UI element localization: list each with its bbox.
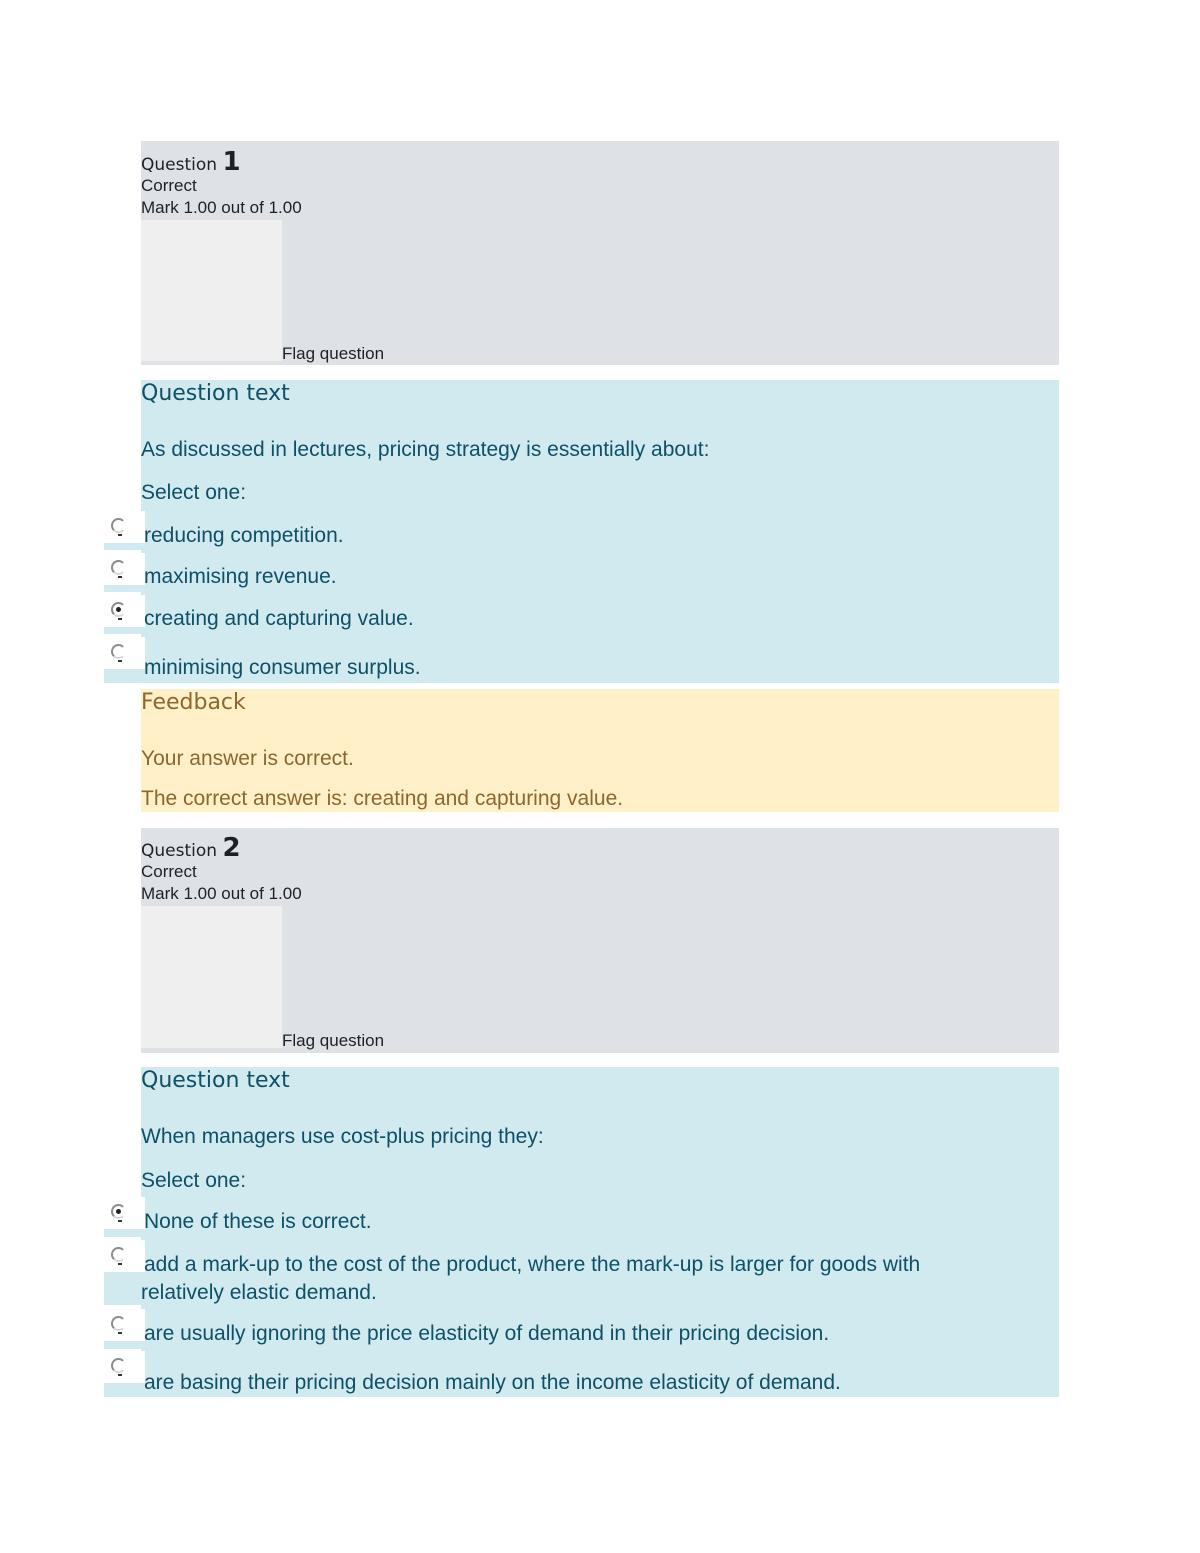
radio-button-d[interactable] <box>111 644 126 659</box>
question-text: As discussed in lectures, pricing strategy is essentially about: <box>141 438 710 461</box>
radio-focus-icon <box>118 1263 122 1265</box>
answer-row-bg <box>104 1229 141 1237</box>
answer-row-bg <box>104 1341 141 1349</box>
answer-option-a[interactable]: reducing competition. <box>144 524 344 547</box>
question-grade: Mark 1.00 out of 1.00 <box>141 884 302 903</box>
answer-row-bg <box>104 1272 141 1305</box>
question-number-1 <box>141 147 241 177</box>
answer-radio-cell <box>104 1309 145 1341</box>
answer-radio-cell <box>104 1351 145 1383</box>
question-label: Question <box>141 841 218 861</box>
answer-radio-cell <box>104 1197 145 1229</box>
answer-option-b[interactable]: maximising revenue. <box>144 565 337 588</box>
radio-focus-icon <box>118 576 122 578</box>
feedback-heading: Feedback <box>141 690 246 715</box>
answer-row-bg <box>104 669 141 683</box>
question-text-heading: Question text <box>141 1068 290 1093</box>
radio-button-b[interactable] <box>111 560 126 575</box>
right-answer: The correct answer is: creating and capturing value. <box>141 787 624 810</box>
question-info-1 <box>141 141 1059 365</box>
answer-radio-cell <box>104 511 145 543</box>
answer-row-bg <box>104 627 141 634</box>
radio-focus-icon <box>118 534 122 536</box>
flag-question-link[interactable]: Flag question <box>282 344 385 363</box>
radio-button-c[interactable] <box>111 602 126 617</box>
radio-button-d[interactable] <box>111 1358 126 1373</box>
radio-focus-icon <box>118 1374 122 1376</box>
question-number: 1 <box>222 147 241 177</box>
answer-row-bg <box>104 1383 141 1397</box>
answer-row-bg <box>104 585 141 592</box>
radio-button-a[interactable] <box>111 1204 126 1219</box>
question-text-heading: Question text <box>141 381 290 406</box>
question-label: Question <box>141 155 218 175</box>
answer-option-d[interactable]: are basing their pricing decision mainly on the income elasticity of demand. <box>144 1371 841 1394</box>
radio-focus-icon <box>118 660 122 662</box>
radio-button-c[interactable] <box>111 1316 126 1331</box>
flag-icon[interactable] <box>141 220 282 361</box>
answer-option-c[interactable]: creating and capturing value. <box>144 607 414 630</box>
answer-radio-cell <box>104 1240 145 1272</box>
answer-radio-cell <box>104 595 145 627</box>
radio-focus-icon <box>118 1332 122 1334</box>
flag-question-link[interactable]: Flag question <box>282 1031 385 1050</box>
question-text: When managers use cost-plus pricing they: <box>141 1125 544 1148</box>
answer-option-b-continued[interactable]: relatively elastic demand. <box>141 1281 377 1304</box>
radio-focus-icon <box>118 618 122 620</box>
answer-radio-cell <box>104 637 145 669</box>
question-number: 2 <box>222 833 241 863</box>
radio-button-a[interactable] <box>111 518 126 533</box>
general-feedback: Your answer is correct. <box>141 747 354 770</box>
question-info-2 <box>141 828 1059 1053</box>
answer-option-c[interactable]: are usually ignoring the price elasticity of demand in their pricing decision. <box>144 1322 830 1345</box>
radio-button-b[interactable] <box>111 1247 126 1262</box>
select-one-prompt: Select one: <box>141 481 247 504</box>
question-state: Correct <box>141 176 197 195</box>
select-one-prompt: Select one: <box>141 1169 247 1192</box>
answer-row-bg <box>104 543 141 550</box>
flag-icon[interactable] <box>141 906 282 1048</box>
question-state: Correct <box>141 862 197 881</box>
answer-radio-cell <box>104 553 145 585</box>
question-number-2 <box>141 833 241 863</box>
question-grade: Mark 1.00 out of 1.00 <box>141 198 302 217</box>
radio-focus-icon <box>118 1220 122 1222</box>
answer-option-b[interactable]: add a mark-up to the cost of the product, where the mark-up is larger for goods with <box>144 1253 921 1276</box>
answer-option-d[interactable]: minimising consumer surplus. <box>144 656 421 679</box>
answer-option-a[interactable]: None of these is correct. <box>144 1210 372 1233</box>
